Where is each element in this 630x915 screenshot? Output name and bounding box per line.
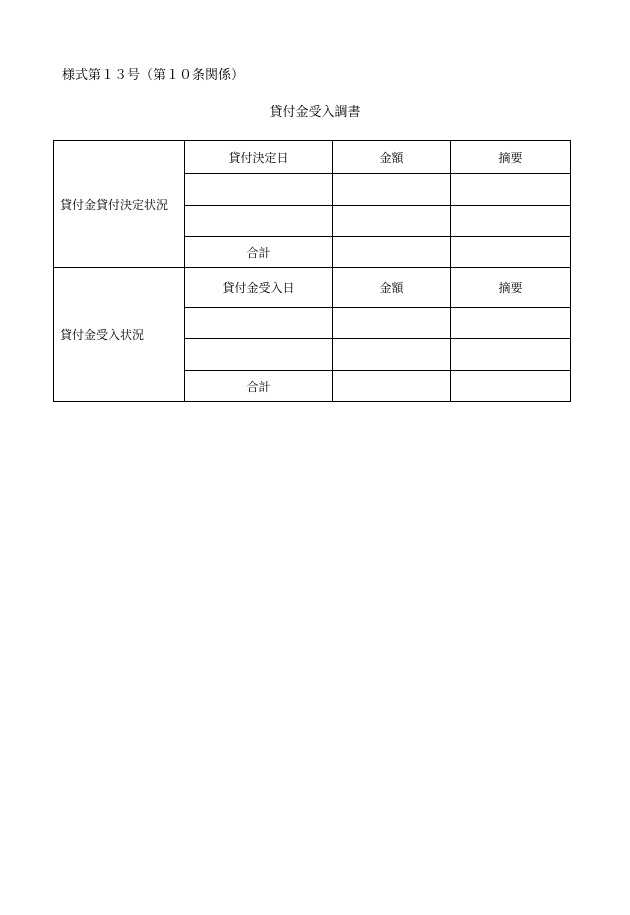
section2-row2-remarks[interactable] <box>451 339 571 371</box>
section1-total-label: 合計 <box>185 237 333 268</box>
section1-row1-amount[interactable] <box>333 174 451 206</box>
section2-total-remarks[interactable] <box>451 371 571 402</box>
section1-total-amount[interactable] <box>333 237 451 268</box>
loan-receipt-table <box>53 140 571 402</box>
section1-label: 貸付金貸付決定状況 <box>54 141 185 268</box>
section1-row1-date[interactable] <box>185 174 333 206</box>
section2-row1-date[interactable] <box>185 308 333 339</box>
section1-row2-date[interactable] <box>185 206 333 237</box>
section1-total-remarks[interactable] <box>451 237 571 268</box>
section1-row1-remarks[interactable] <box>451 174 571 206</box>
section2-row1-amount[interactable] <box>333 308 451 339</box>
section2-label: 貸付金受入状況 <box>54 268 185 402</box>
section1-row2-remarks[interactable] <box>451 206 571 237</box>
section1-header-remarks: 摘要 <box>451 141 571 174</box>
section2-row2-amount[interactable] <box>333 339 451 371</box>
section2-total-amount[interactable] <box>333 371 451 402</box>
section2-total-label: 合計 <box>185 371 333 402</box>
section2-row1-remarks[interactable] <box>451 308 571 339</box>
section1-header-amount: 金額 <box>333 141 451 174</box>
section1-header-date: 貸付決定日 <box>185 141 333 174</box>
form-number: 様式第１３号（第１０条関係） <box>62 68 245 83</box>
section2-header-date: 貸付金受入日 <box>185 268 333 308</box>
section1-header-row <box>54 141 571 174</box>
section2-header-row <box>54 268 571 308</box>
document-title: 貸付金受入調書 <box>269 105 361 120</box>
section2-header-remarks: 摘要 <box>451 268 571 308</box>
section1-row2-amount[interactable] <box>333 206 451 237</box>
section2-row2-date[interactable] <box>185 339 333 371</box>
section2-header-amount: 金額 <box>333 268 451 308</box>
